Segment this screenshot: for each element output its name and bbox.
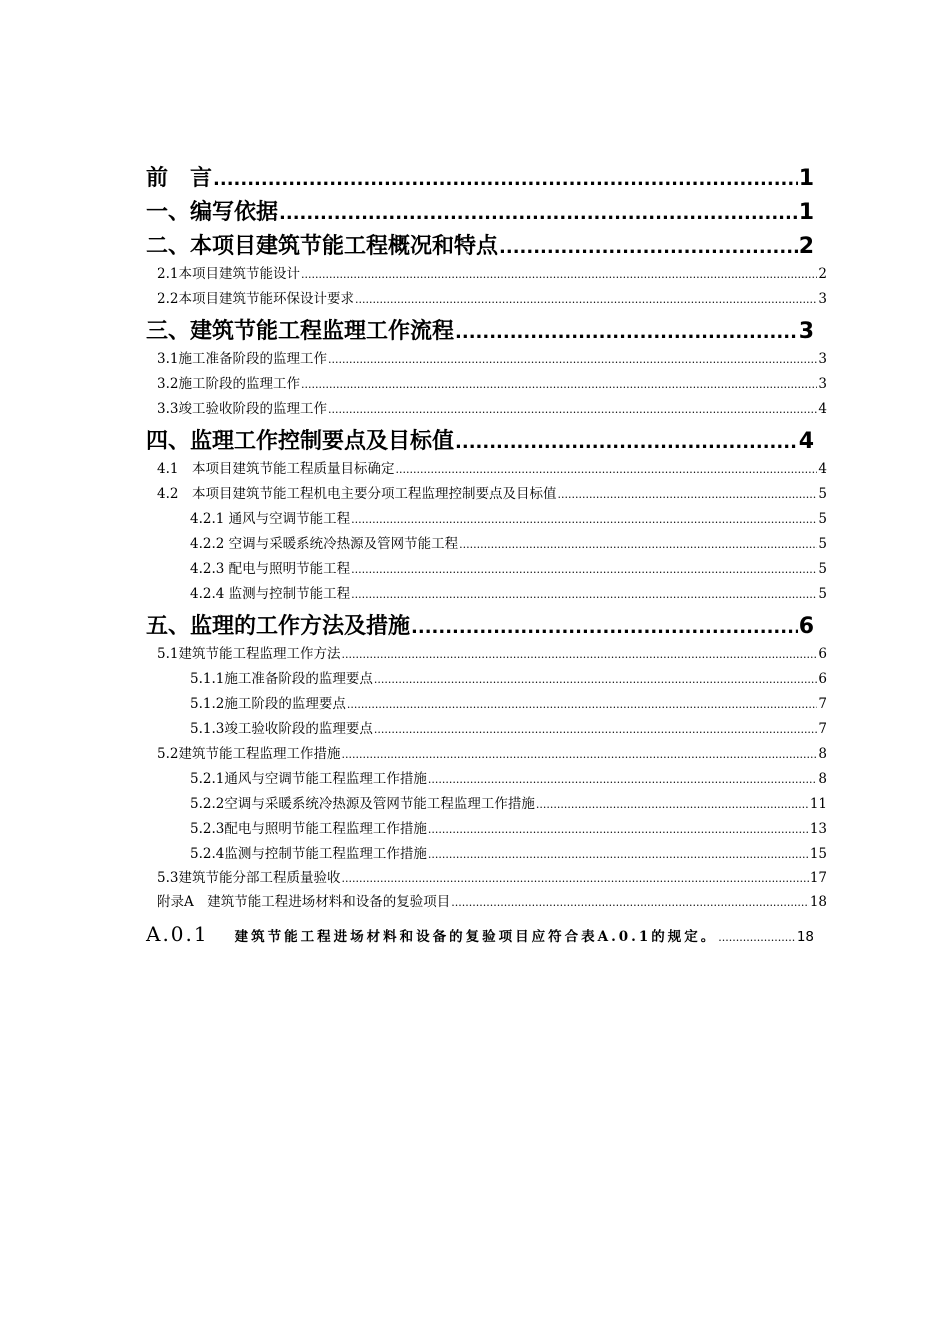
toc-label: 四、监理工作控制要点及目标值 <box>146 429 455 454</box>
toc-page-number: 5 <box>818 511 827 527</box>
toc-page-number: 5 <box>818 561 827 577</box>
toc-label: 前 言 <box>146 166 213 191</box>
toc-label: 4.2.4 监测与控制节能工程 <box>190 586 351 602</box>
toc-page-number: 3 <box>818 291 827 307</box>
toc-entry-section-5[interactable] <box>146 609 814 639</box>
toc-label: 3.3竣工验收阶段的监理工作 <box>157 401 327 417</box>
toc-entry-3-1[interactable] <box>157 347 827 367</box>
dot-leader <box>459 538 817 551</box>
dot-leader <box>213 169 798 190</box>
toc-entry-5-1-3[interactable] <box>190 717 827 737</box>
toc-label: 2.1本项目建筑节能设计 <box>157 266 300 282</box>
toc-page-number: 3 <box>818 351 827 367</box>
toc-entry-4-2-1[interactable] <box>190 507 827 527</box>
toc-label: 4.2 本项目建筑节能工程机电主要分项工程监理控制要点及目标值 <box>157 486 557 502</box>
dot-leader <box>301 268 817 281</box>
dot-leader <box>341 748 817 761</box>
toc-entry-5-2-4[interactable] <box>190 842 827 862</box>
toc-page-number: 4 <box>798 429 814 454</box>
toc-label: 5.1.1施工准备阶段的监理要点 <box>190 671 373 687</box>
toc-label: 附录A 建筑节能工程进场材料和设备的复验项目 <box>157 894 451 910</box>
toc-page-number: 15 <box>809 846 827 862</box>
toc-label: 3.1施工准备阶段的监理工作 <box>157 351 327 367</box>
toc-entry-4-2-3[interactable] <box>190 557 827 577</box>
toc-entry-4-1[interactable] <box>157 457 827 477</box>
toc-entry-section-3[interactable] <box>146 314 814 344</box>
toc-label: 4.1 本项目建筑节能工程质量目标确定 <box>157 461 395 477</box>
toc-entry-section-4[interactable] <box>146 424 814 454</box>
toc-label: 三、建筑节能工程监理工作流程 <box>146 319 455 344</box>
dot-leader <box>351 513 817 526</box>
toc-page-number: 1 <box>798 200 814 225</box>
toc-page-number: 8 <box>818 771 827 787</box>
toc-entry-5-1[interactable] <box>157 642 827 662</box>
toc-page-number: 4 <box>818 461 827 477</box>
dot-leader <box>428 823 809 836</box>
dot-leader <box>341 872 808 885</box>
dot-leader <box>499 237 798 258</box>
dot-leader <box>328 403 817 416</box>
toc-page-number: 17 <box>809 870 827 886</box>
toc-entry-5-2-2[interactable] <box>190 792 827 812</box>
toc-page-number: 18 <box>809 894 827 910</box>
dot-leader <box>455 322 798 343</box>
dot-leader <box>395 463 817 476</box>
dot-leader <box>355 293 817 306</box>
toc-page-number: 13 <box>809 821 827 837</box>
toc-entry-3-3[interactable] <box>157 397 827 417</box>
toc-label: 5.2.4监测与控制节能工程监理工作措施 <box>190 846 427 862</box>
dot-leader <box>301 378 817 391</box>
toc-page-number: 11 <box>809 796 827 812</box>
toc-label: 二、本项目建筑节能工程概况和特点 <box>146 234 499 259</box>
toc-entry-section-2[interactable] <box>146 229 814 259</box>
toc-entry-5-1-1[interactable] <box>190 667 827 687</box>
toc-page-number: 5 <box>818 536 827 552</box>
dot-leader <box>279 203 798 224</box>
toc-page-number: 4 <box>818 401 827 417</box>
toc-entry-4-2-2[interactable] <box>190 532 827 552</box>
toc-label: 5.2建筑节能工程监理工作措施 <box>157 746 341 762</box>
dot-leader <box>557 488 817 501</box>
toc-page-number: 5 <box>818 486 827 502</box>
toc-label: 2.2本项目建筑节能环保设计要求 <box>157 291 354 307</box>
dot-leader <box>351 563 817 576</box>
toc-label: 5.2.3配电与照明节能工程监理工作措施 <box>190 821 427 837</box>
toc-entry-5-1-2[interactable] <box>190 692 827 712</box>
toc-page-number: 5 <box>818 586 827 602</box>
dot-leader <box>428 773 818 786</box>
dot-leader <box>451 896 809 909</box>
toc-page-number: 3 <box>798 319 814 344</box>
dot-leader <box>455 432 798 453</box>
toc-entry-5-2-1[interactable] <box>190 767 827 787</box>
toc-entry-3-2[interactable] <box>157 372 827 392</box>
toc-label: 5.1.2施工阶段的监理要点 <box>190 696 346 712</box>
toc-entry-2-2[interactable] <box>157 287 827 307</box>
toc-entry-a-0-1[interactable] <box>146 922 814 946</box>
toc-entry-4-2-4[interactable] <box>190 582 827 602</box>
toc-entry-5-2-3[interactable] <box>190 817 827 837</box>
toc-label: 5.1.3竣工验收阶段的监理要点 <box>190 721 373 737</box>
dot-leader <box>328 353 817 366</box>
toc-entry-5-2[interactable] <box>157 742 827 762</box>
toc-page-number: 7 <box>818 721 827 737</box>
toc-entry-5-3[interactable] <box>157 866 827 886</box>
toc-entry-2-1[interactable] <box>157 262 827 282</box>
dot-leader <box>718 931 796 944</box>
toc-label: 4.2.1 通风与空调节能工程 <box>190 511 351 527</box>
toc-page-number: 7 <box>818 696 827 712</box>
toc-label: 建筑节能工程进场材料和设备的复验项目应符合表A.0.1的规定。 <box>234 929 718 945</box>
toc-label: 五、监理的工作方法及措施 <box>146 614 411 639</box>
toc-page-number: 2 <box>818 266 827 282</box>
toc-label: 5.2.2空调与采暖系统冷热源及管网节能工程监理工作措施 <box>190 796 535 812</box>
toc-label: 4.2.2 空调与采暖系统冷热源及管网节能工程 <box>190 536 459 552</box>
toc-page-number: 2 <box>798 234 814 259</box>
toc-page-number: 1 <box>798 166 814 191</box>
dot-leader <box>341 648 817 661</box>
dot-leader <box>351 588 817 601</box>
toc-entry-appendix-a[interactable] <box>157 890 827 910</box>
dot-leader <box>374 723 818 736</box>
dot-leader <box>347 698 818 711</box>
toc-label: 5.3建筑节能分部工程质量验收 <box>157 870 341 886</box>
toc-page-number: 3 <box>818 376 827 392</box>
toc-page-number: 6 <box>818 646 827 662</box>
toc-label: 一、编写依据 <box>146 200 279 225</box>
toc-number: A.0.1 <box>146 922 209 946</box>
toc-page-number: 18 <box>796 929 814 945</box>
toc-page-number: 8 <box>818 746 827 762</box>
dot-leader <box>536 798 809 811</box>
toc-entry-basis[interactable] <box>146 195 814 225</box>
toc-label: 3.2施工阶段的监理工作 <box>157 376 300 392</box>
toc-entry-preface[interactable] <box>146 161 814 191</box>
toc-page-number: 6 <box>798 614 814 639</box>
dot-leader <box>411 617 798 638</box>
dot-leader <box>428 848 809 861</box>
toc-label: 4.2.3 配电与照明节能工程 <box>190 561 351 577</box>
toc-label: 5.2.1通风与空调节能工程监理工作措施 <box>190 771 427 787</box>
dot-leader <box>374 673 818 686</box>
toc-label: 5.1建筑节能工程监理工作方法 <box>157 646 341 662</box>
toc-entry-4-2[interactable] <box>157 482 827 502</box>
toc-page-number: 6 <box>818 671 827 687</box>
